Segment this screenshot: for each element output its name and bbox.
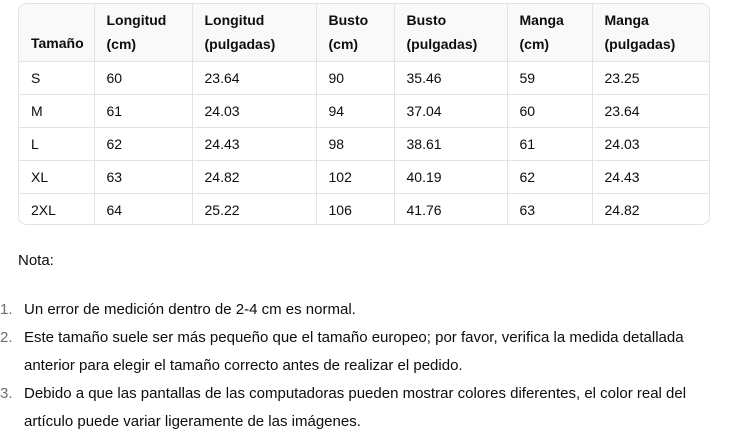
table-cell: 41.76 <box>394 193 507 225</box>
size-table <box>19 4 710 225</box>
table-cell: 23.64 <box>192 61 316 94</box>
table-cell: XL <box>19 160 94 193</box>
table-cell: 24.82 <box>192 160 316 193</box>
header-length-in: Longitud (pulgadas) <box>192 4 316 61</box>
table-cell: M <box>19 94 94 127</box>
table-row <box>19 160 710 193</box>
table-cell: 60 <box>507 94 592 127</box>
table-cell: 40.19 <box>394 160 507 193</box>
table-cell: 23.64 <box>592 94 710 127</box>
notes-list <box>0 296 720 436</box>
table-cell: S <box>19 61 94 94</box>
table-cell: 24.03 <box>592 127 710 160</box>
header-sleeve-in: Manga (pulgadas) <box>592 4 710 61</box>
list-text: Este tamaño suele ser más pequeño que el tamaño europeo; por favor, verifica la medida detallada anterior para elegir el tamaño correcto antes de realizar el pedido. <box>24 329 684 374</box>
list-number: 3. <box>0 385 13 402</box>
table-cell: 23.25 <box>592 61 710 94</box>
table-cell: 62 <box>507 160 592 193</box>
table-cell: 35.46 <box>394 61 507 94</box>
table-cell: 63 <box>94 160 192 193</box>
table-cell: 24.43 <box>592 160 710 193</box>
list-text: Debido a que las pantallas de las computadoras pueden mostrar colores diferentes, el color real del artículo puede variar ligeramente de las imágenes. <box>24 385 687 430</box>
table-cell: 59 <box>507 61 592 94</box>
list-item <box>0 324 720 380</box>
table-cell: 2XL <box>19 193 94 225</box>
table-row <box>19 127 710 160</box>
list-text: Un error de medición dentro de 2-4 cm es normal. <box>24 301 356 318</box>
header-size: Tamaño <box>19 4 94 61</box>
header-sleeve-cm: Manga (cm) <box>507 4 592 61</box>
table-cell: 61 <box>94 94 192 127</box>
table-cell: L <box>19 127 94 160</box>
table-row <box>19 61 710 94</box>
table-cell: 60 <box>94 61 192 94</box>
table-cell: 98 <box>316 127 394 160</box>
table-cell: 24.82 <box>592 193 710 225</box>
table-header-row <box>19 4 710 61</box>
table-cell: 38.61 <box>394 127 507 160</box>
table-cell: 37.04 <box>394 94 507 127</box>
size-table-container <box>18 3 710 225</box>
table-cell: 24.03 <box>192 94 316 127</box>
table-cell: 62 <box>94 127 192 160</box>
header-length-cm: Longitud (cm) <box>94 4 192 61</box>
table-cell: 25.22 <box>192 193 316 225</box>
table-cell: 63 <box>507 193 592 225</box>
list-number: 2. <box>0 329 13 346</box>
table-row <box>19 94 710 127</box>
table-cell: 90 <box>316 61 394 94</box>
table-cell: 102 <box>316 160 394 193</box>
list-number: 1. <box>0 301 13 318</box>
table-row <box>19 193 710 225</box>
header-bust-in: Busto (pulgadas) <box>394 4 507 61</box>
list-item <box>0 380 720 436</box>
table-cell: 106 <box>316 193 394 225</box>
table-cell: 64 <box>94 193 192 225</box>
table-cell: 94 <box>316 94 394 127</box>
table-cell: 24.43 <box>192 127 316 160</box>
note-label: Nota: <box>18 252 54 269</box>
header-bust-cm: Busto (cm) <box>316 4 394 61</box>
list-item <box>0 296 720 324</box>
table-cell: 61 <box>507 127 592 160</box>
